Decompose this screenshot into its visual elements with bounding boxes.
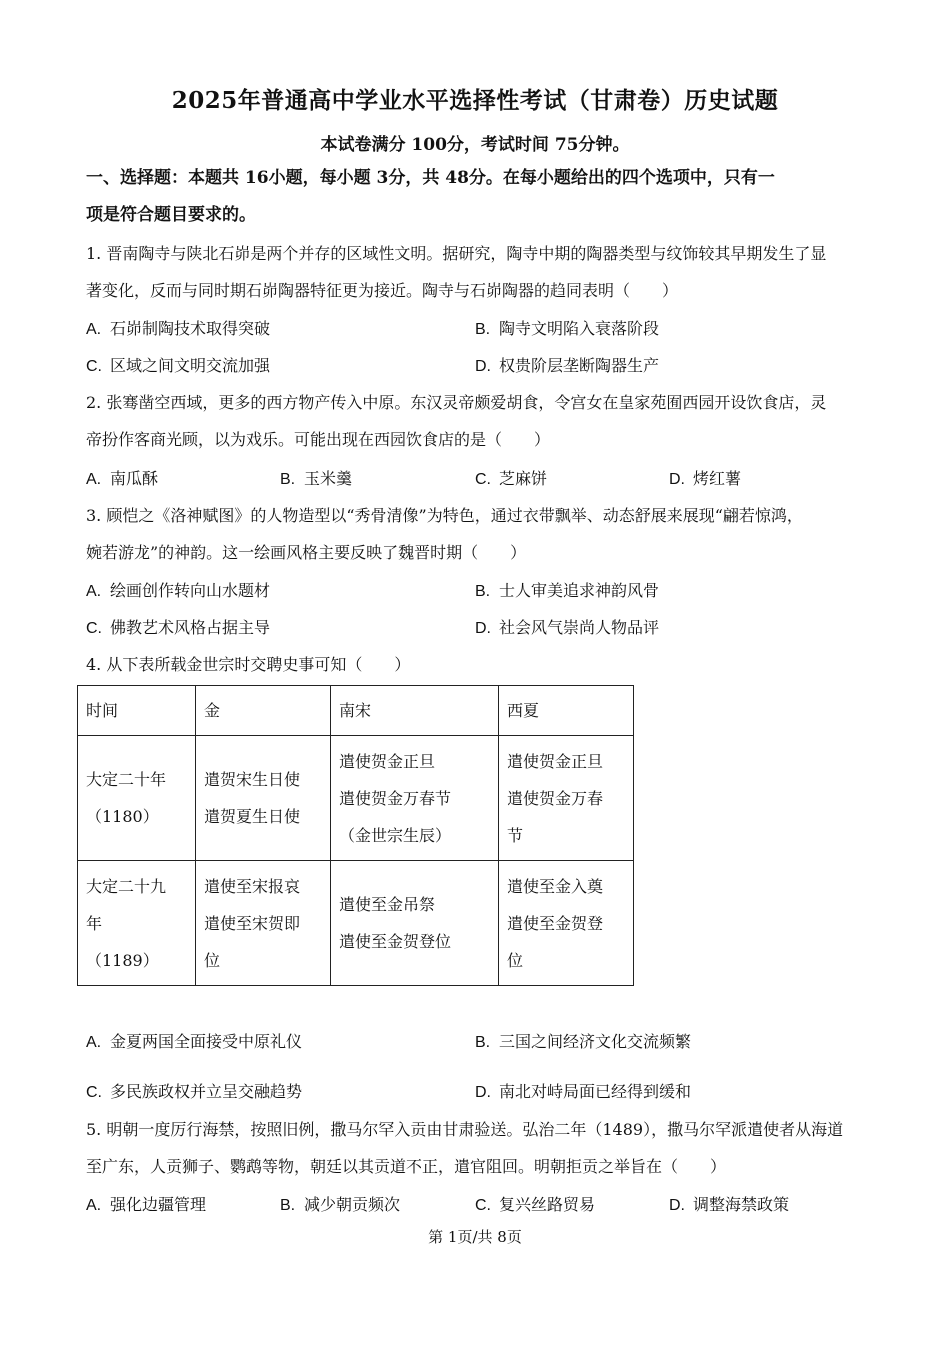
- option-text: 复兴丝路贸易: [499, 1195, 596, 1214]
- option-key: B.: [475, 321, 491, 338]
- option-text: 芝麻饼: [499, 469, 548, 488]
- cell-line: 遣使贺金万春节: [339, 788, 452, 808]
- table-cell: [331, 736, 499, 861]
- cell-line: 位: [204, 950, 221, 970]
- cell-line: 节: [507, 825, 524, 845]
- table-header-row: [78, 686, 634, 736]
- option-key: A.: [86, 471, 102, 488]
- option-key: A.: [86, 321, 102, 338]
- diplomacy-table: [77, 685, 634, 986]
- cell-line: 年: [86, 913, 103, 933]
- option-key: C.: [86, 1084, 102, 1101]
- cell-line: 遣贺夏生日使: [204, 807, 301, 826]
- table-header: 金: [196, 686, 331, 736]
- page-number: 第 1页/共 8页: [428, 1228, 522, 1246]
- cell-line: 遣使至金贺登位: [339, 932, 452, 951]
- q2-stem-line1: 2. 张骞凿空西域，更多的西方物产传入中原。东汉灵帝颇爱胡食，令宫女在皇家苑囿西园开设饮食店，灵: [86, 393, 827, 412]
- option-text: 三国之间经济文化交流频繁: [499, 1032, 692, 1051]
- q5-option-b[interactable]: [280, 1194, 400, 1217]
- cell-line: 遣使贺金正旦: [507, 751, 604, 771]
- cell-line: 遣使至金吊祭: [339, 895, 436, 914]
- q3-stem-line2: 婉若游龙”的神韵。这一绘画风格主要反映了魏晋时期（ ）: [86, 543, 527, 562]
- cell-line: 大定二十年: [86, 770, 167, 789]
- option-text: 南北对峙局面已经得到缓和: [499, 1082, 692, 1101]
- option-key: C.: [86, 620, 102, 637]
- option-key: D.: [475, 620, 491, 637]
- cell-line: 遣使至金入奠: [507, 876, 604, 896]
- option-key: C.: [475, 1197, 491, 1214]
- option-text: 多民族政权并立呈交融趋势: [110, 1082, 303, 1101]
- q4-stem-line1: 4. 从下表所载金世宗时交聘史事可知（ ）: [86, 655, 411, 674]
- cell-line: 大定二十九: [86, 876, 167, 896]
- q2-stem-line2: 帝扮作客商光顾，以为戏乐。可能出现在西园饮食店的是（ ）: [86, 430, 551, 449]
- table-header: 南宋: [331, 686, 499, 736]
- q1-option-d[interactable]: [475, 355, 659, 378]
- option-text: 金夏两国全面接受中原礼仪: [110, 1032, 303, 1051]
- q1-option-b[interactable]: [475, 318, 659, 341]
- table-row: [78, 861, 634, 986]
- q4-option-c[interactable]: [86, 1081, 302, 1104]
- option-key: D.: [669, 471, 685, 488]
- exam-info: 本试卷满分 100分，考试时间 75分钟。: [320, 135, 630, 155]
- option-text: 陶寺文明陷入衰落阶段: [499, 319, 660, 338]
- cell-line: 遣贺宋生日使: [204, 770, 301, 789]
- table-cell: [196, 861, 331, 986]
- cell-line: （1189）: [86, 950, 159, 970]
- q5-stem-line2: 至广东，人贡狮子、鹦鹉等物，朝廷以其贡道不正，遣官阻回。明朝拒贡之举旨在（ ）: [86, 1157, 727, 1176]
- q3-option-c[interactable]: [86, 617, 270, 640]
- q4-option-b[interactable]: [475, 1031, 691, 1054]
- section-heading-line1: 一、选择题：本题共 16小题，每小题 3分，共 48分。在每小题给出的四个选项中，只有一: [86, 168, 775, 188]
- q1-stem-line1: 1. 晋南陶寺与陕北石峁是两个并存的区域性文明。据研究，陶寺中期的陶器类型与纹饰较其早期发生了显: [86, 244, 827, 263]
- option-key: A.: [86, 1197, 102, 1214]
- option-key: C.: [475, 471, 491, 488]
- option-key: D.: [669, 1197, 685, 1214]
- table-header: 时间: [78, 686, 196, 736]
- q2-option-b[interactable]: [280, 468, 352, 491]
- option-key: D.: [475, 358, 491, 375]
- table-header: 西夏: [499, 686, 634, 736]
- cell-line: 遣使贺金正旦: [339, 751, 436, 771]
- table-cell: [196, 736, 331, 861]
- table-cell: [78, 736, 196, 861]
- q3-option-a[interactable]: [86, 580, 270, 603]
- option-key: B.: [280, 471, 296, 488]
- q5-stem-line1: 5. 明朝一度厉行海禁，按照旧例，撒马尔罕入贡由甘肃验送。弘治二年（1489），撒马尔罕派遣使者从海道: [86, 1120, 844, 1139]
- q5-option-a[interactable]: [86, 1194, 206, 1217]
- table-cell: [78, 861, 196, 986]
- q3-stem-line1: 3. 顾恺之《洛神赋图》的人物造型以“秀骨清像”为特色，通过衣带飘举、动态舒展来展现“翩若惊鸿，: [86, 506, 803, 525]
- q4-option-a[interactable]: [86, 1031, 302, 1054]
- option-key: D.: [475, 1084, 491, 1101]
- q3-option-b[interactable]: [475, 580, 659, 603]
- cell-line: （1180）: [86, 807, 159, 826]
- option-text: 减少朝贡频次: [304, 1195, 401, 1214]
- option-key: C.: [86, 358, 102, 375]
- q2-option-d[interactable]: [669, 468, 741, 491]
- cell-line: 位: [507, 950, 524, 970]
- q5-option-d[interactable]: [669, 1194, 789, 1217]
- option-text: 烤红薯: [693, 469, 742, 488]
- option-text: 社会风气崇尚人物品评: [499, 618, 660, 637]
- option-text: 士人审美追求神韵风骨: [499, 581, 660, 600]
- option-key: B.: [280, 1197, 296, 1214]
- q2-option-a[interactable]: [86, 468, 158, 491]
- page-title: 2025年普通高中学业水平选择性考试（甘肃卷）历史试题: [171, 87, 779, 114]
- cell-line: （金世宗生辰）: [339, 825, 452, 845]
- table-row: [78, 736, 634, 861]
- option-key: A.: [86, 1034, 102, 1051]
- q1-stem-line2: 著变化，反而与同时期石峁陶器特征更为接近。陶寺与石峁陶器的趋同表明（ ）: [86, 281, 679, 300]
- cell-line: 遣使至宋贺即: [204, 913, 301, 933]
- option-text: 区域之间文明交流加强: [110, 356, 271, 375]
- cell-line: 遣使至宋报哀: [204, 876, 301, 896]
- q4-option-d[interactable]: [475, 1081, 691, 1104]
- cell-line: 遣使贺金万春: [507, 788, 604, 808]
- option-text: 石峁制陶技术取得突破: [110, 319, 271, 338]
- option-text: 南瓜酥: [110, 469, 159, 488]
- option-text: 佛教艺术风格占据主导: [110, 618, 271, 637]
- q1-option-c[interactable]: [86, 355, 270, 378]
- option-text: 调整海禁政策: [693, 1195, 790, 1214]
- option-text: 权贵阶层垄断陶器生产: [499, 356, 660, 375]
- option-key: B.: [475, 583, 491, 600]
- table-cell: [331, 861, 499, 986]
- table-cell: [499, 861, 634, 986]
- section-heading-line2: 项是符合题目要求的。: [86, 205, 256, 225]
- option-key: B.: [475, 1034, 491, 1051]
- option-key: A.: [86, 583, 102, 600]
- option-text: 强化边疆管理: [110, 1195, 207, 1214]
- table-cell: [499, 736, 634, 861]
- q3-option-d[interactable]: [475, 617, 659, 640]
- cell-line: 遣使至金贺登: [507, 913, 604, 933]
- q2-option-c[interactable]: [475, 468, 547, 491]
- option-text: 绘画创作转向山水题材: [110, 581, 271, 600]
- q1-option-a[interactable]: [86, 318, 270, 341]
- option-text: 玉米羹: [304, 469, 353, 488]
- q5-option-c[interactable]: [475, 1194, 595, 1217]
